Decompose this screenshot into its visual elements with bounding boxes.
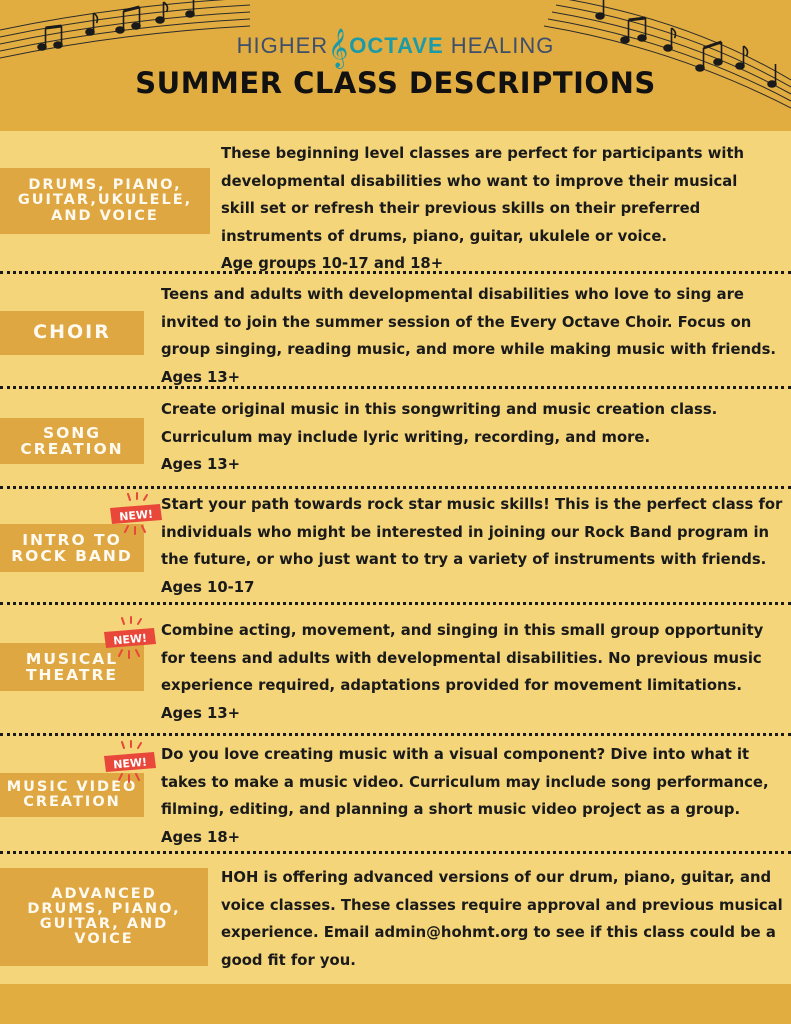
class-description	[221, 864, 783, 974]
description-line: Do you love creating music with a visual component? Dive into what it	[161, 746, 750, 763]
page-title: SUMMER CLASS DESCRIPTIONS	[135, 66, 656, 100]
class-name-line: AND VOICE	[51, 207, 159, 224]
treble-clef-icon: 𝄞	[328, 28, 350, 68]
description-line: Ages 13+	[161, 368, 241, 386]
class-name-line: CHOIR	[33, 321, 111, 344]
dotted-divider	[0, 851, 791, 854]
description-line: takes to make a music video. Curriculum may include song performance,	[161, 773, 769, 791]
class-name-line: INTRO TO	[22, 530, 122, 549]
class-name-label	[0, 418, 144, 464]
description-line: instruments of drums, piano, guitar, ukulele or voice.	[221, 227, 667, 245]
description-line: Ages 13+	[161, 704, 241, 722]
dotted-divider	[0, 386, 791, 389]
description-line: filming, editing, and planning a short music video project as a group.	[161, 801, 741, 818]
description-line: Combine acting, movement, and singing in this small group opportunity	[161, 622, 764, 639]
description-line: HOH is offering advanced versions of our drum, piano, guitar, and	[221, 869, 772, 886]
description-line: Create original music in this songwriting and music creation class.	[161, 401, 718, 418]
class-name-label	[0, 868, 208, 966]
class-name-label	[0, 311, 144, 355]
description-line: Age groups 10-17 and 18+	[221, 255, 444, 272]
description-line: for teens and adults with developmental disabilities. No previous music	[161, 649, 762, 667]
new-badge-icon	[100, 616, 158, 662]
class-name-line: MUSIC VIDEO	[6, 778, 138, 795]
dotted-divider	[0, 733, 791, 736]
dotted-divider	[0, 271, 791, 274]
footer-bar	[0, 984, 791, 1024]
description-line: skill set or refresh their previous skills on their preferred	[221, 200, 701, 217]
class-name-line: DRUMS, PIANO,	[28, 177, 182, 194]
logo-text-octave: OCTAVE	[349, 33, 444, 58]
class-description	[161, 741, 780, 851]
description-line: Curriculum may include lyric writing, recording, and more.	[161, 428, 651, 446]
description-line: voice classes. These classes require approval and previous musical	[221, 896, 783, 914]
description-line: Ages 18+	[161, 828, 241, 846]
class-name-line: ROCK BAND	[11, 547, 133, 565]
class-name-line: SONG	[42, 423, 102, 442]
description-line: Start your path towards rock star music skills! This is the perfect class for	[161, 496, 783, 513]
class-name-label	[0, 168, 210, 234]
dotted-divider	[0, 602, 791, 605]
description-line: Ages 10-17	[161, 578, 255, 596]
class-description	[161, 281, 780, 391]
logo-text-higher: HIGHER	[236, 33, 329, 58]
class-name-line: ADVANCED	[51, 885, 157, 902]
description-line: the future, or who just want to try a variety of instruments with friends.	[161, 551, 767, 568]
new-badge-text: NEW!	[112, 631, 148, 648]
new-badge-icon	[106, 492, 164, 538]
description-line: individuals who might be interested in joining our Rock Band program in	[161, 523, 770, 541]
class-name-line: CREATION	[23, 794, 121, 810]
class-description	[161, 617, 780, 727]
description-line: group singing, reading music, and more while making music with friends.	[161, 341, 777, 358]
description-line: experience required, adaptations provided for movement limitations.	[161, 677, 742, 694]
class-name-line: DRUMS, PIANO,	[27, 900, 181, 917]
class-name-line: GUITAR, AND	[39, 916, 169, 932]
new-badge-text: NEW!	[118, 507, 154, 524]
new-badge-icon	[100, 740, 158, 786]
class-name-line: VOICE	[74, 931, 134, 948]
logo-text-healing: HEALING	[443, 33, 555, 58]
header-banner	[0, 0, 791, 131]
class-name-line: THEATRE	[25, 666, 118, 684]
class-description	[161, 491, 783, 601]
class-description	[221, 140, 780, 278]
description-line: experience. Email admin@hohmt.org to see if this class could be a	[221, 924, 776, 941]
new-badge-text: NEW!	[112, 755, 148, 772]
description-line: developmental disabilities who want to improve their musical	[221, 172, 738, 190]
description-line: These beginning level classes are perfect for participants with	[221, 145, 745, 162]
class-description	[161, 396, 780, 479]
class-name-line: MUSICAL	[25, 649, 119, 668]
description-line: Ages 13+	[161, 456, 241, 473]
description-line: good fit for you.	[221, 951, 356, 969]
dotted-divider	[0, 486, 791, 489]
class-name-line: CREATION	[20, 440, 124, 458]
class-name-line: GUITAR,UKULELE,	[17, 192, 193, 209]
description-line: Teens and adults with developmental disabilities who love to sing are	[161, 286, 744, 303]
brand-logo	[0, 28, 791, 68]
description-line: invited to join the summer session of the Every Octave Choir. Focus on	[161, 313, 752, 331]
